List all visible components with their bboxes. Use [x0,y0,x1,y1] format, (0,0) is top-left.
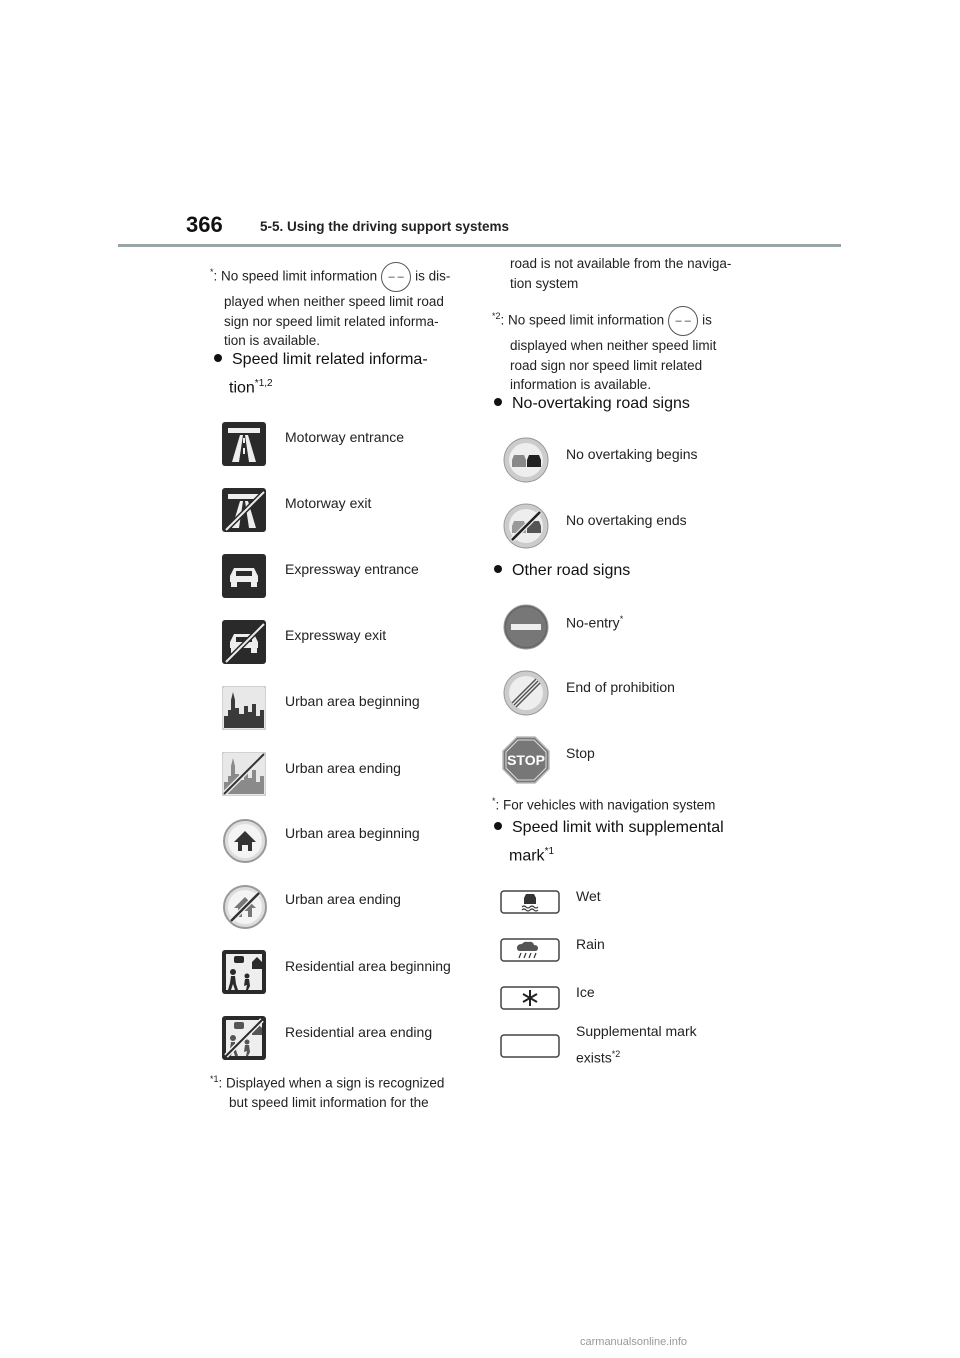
no-overtaking-begins-icon [503,437,549,483]
sign-label: Residential area beginning [285,958,451,974]
urban-skyline-icon [222,686,266,730]
bullet-icon [494,822,502,830]
sign-label: No overtaking begins [566,446,698,462]
sign-label: Stop [566,745,595,761]
urban-skyline-end-icon [222,752,266,796]
sign-label: Urban area ending [285,760,401,776]
motorway-entrance-icon [222,422,266,466]
plate-label: Supplemental mark exists$^{*2}$ [576,1023,697,1066]
no-overtaking-ends-icon [503,503,549,549]
motorway-exit-icon [222,488,266,532]
bullet-icon [494,565,502,573]
sign-label: Urban area ending [285,891,401,907]
bullet-icon [494,398,502,406]
sign-label: Motorway entrance [285,429,405,445]
expressway-entrance-icon [222,554,266,598]
section-title: 5-5. Using the driving support systems [260,219,510,234]
ice-snowflake-icon [500,986,560,1010]
blank-plate-icon [500,1034,560,1058]
sign-label: Urban area beginning [285,693,420,709]
plate-label: Rain [576,936,605,952]
footnote-navigation: *: For vehicles with navigation system [492,796,716,813]
sign-label: No-entry* [566,614,624,631]
plate-label: Ice [576,984,595,1000]
no-speed-limit-icon: – – [668,306,698,336]
watermark: carmanualsonline.info [580,1336,688,1348]
footnote-1-continued: road is not available from the naviga- tion system [510,256,732,291]
plate-label: Wet [576,888,601,904]
footnote-1: $^{*1}$: Displayed when a sign is recognized but speed limit information for the [210,1074,445,1110]
no-speed-limit-note: *: No speed limit information – – is dis- played when neither speed limit road sign nor speed limit related informa- tion is available. [210,262,480,351]
rain-icon [500,938,560,962]
stop-sign-text: STOP [507,752,545,768]
residential-area-icon [222,950,266,994]
sign-label: Expressway exit [285,627,387,643]
heading-other-road-signs: Other road signs [494,559,630,583]
heading-supplemental-mark: Speed limit with supplemental mark$^{*1}$ [494,816,724,868]
stop-sign-icon [502,736,550,784]
end-of-prohibition-icon [503,670,549,716]
sign-label: Motorway exit [285,495,372,511]
no-entry-icon [503,604,549,650]
heading-speed-limit-related: Speed limit related informa- tion$^{*1,2}$ [214,348,428,400]
sign-label: Urban area beginning [285,825,420,841]
bullet-icon [214,354,222,362]
page-number: 366 [186,212,223,237]
sign-label: Expressway entrance [285,561,419,577]
footnote-2: $^{*2}$: No speed limit information – – is displayed when neither speed limit road sign nor speed limit related information is available. [492,306,762,395]
header-divider [118,244,841,247]
no-speed-limit-icon: – – [381,262,411,292]
residential-area-end-icon [222,1016,266,1060]
heading-no-overtaking: No-overtaking road signs [494,392,690,416]
house-circle-icon [222,818,268,864]
expressway-exit-icon [222,620,266,664]
wet-road-icon [500,890,560,914]
sign-label: End of prohibition [566,679,675,695]
sign-label: No overtaking ends [566,512,687,528]
house-circle-end-icon [222,884,268,930]
sign-label: Residential area ending [285,1024,433,1040]
